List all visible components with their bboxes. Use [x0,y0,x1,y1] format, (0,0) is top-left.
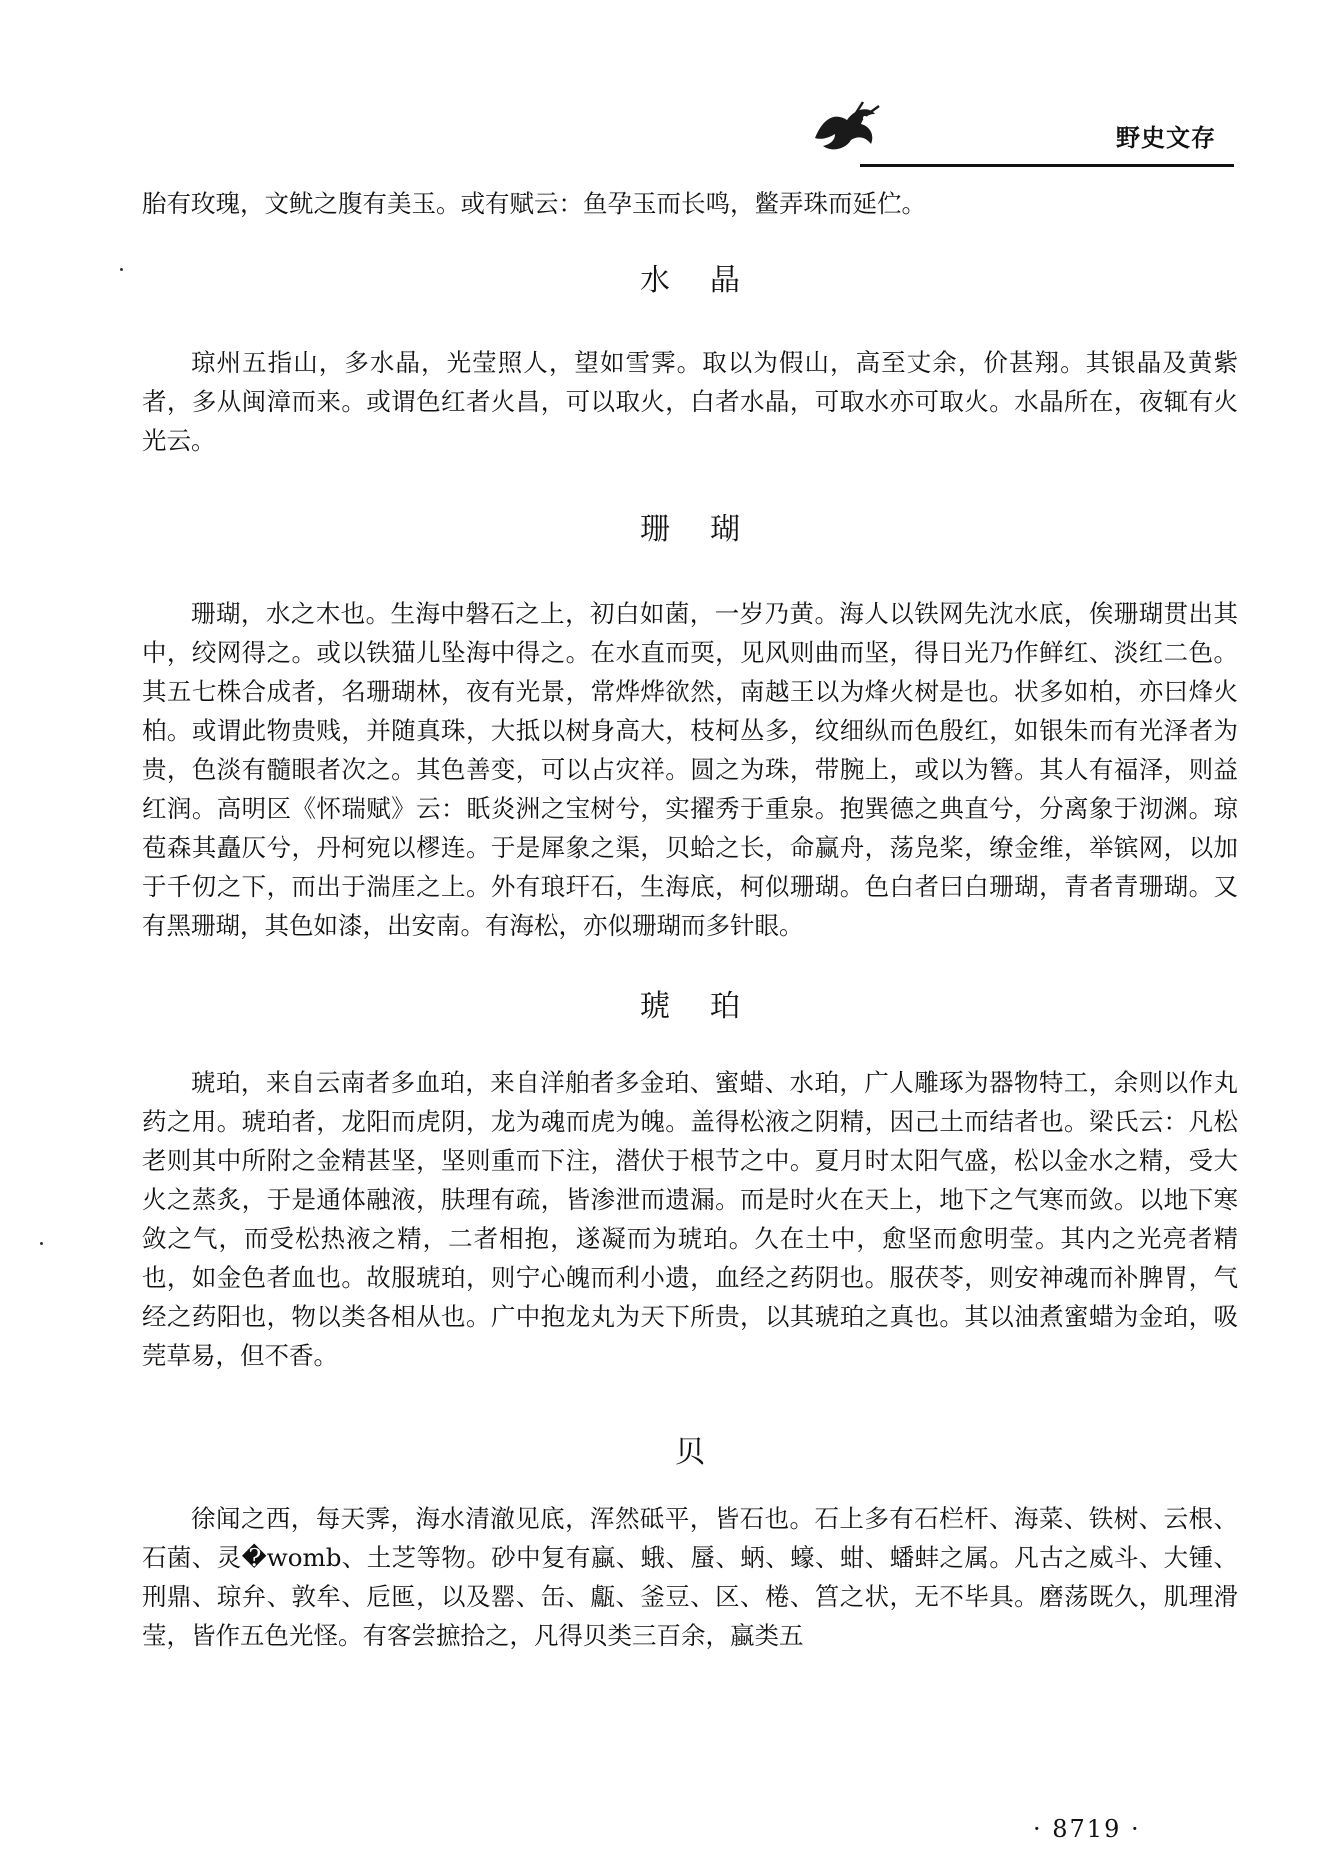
paragraph-amber: 琥珀，来自云南者多血珀，来自洋舶者多金珀、蜜蜡、水珀，广人雕琢为器物特工，余则以作丸药之用。琥珀者，龙阳而虎阴，龙为魂而虎为魄。盖得松液之阴精，因己土而结者也。梁氏云：凡松老则其中所附之金精甚坚，坚则重而下注，潜伏于根节之中。夏月时太阳气盛，松以金水之精，受大火之蒸炙，于是通体融液，肤理有疏，皆渗泄而遗漏。而是时火在天上，地下之气寒而敛。以地下寒敛之气，而受松热液之精，二者相抱，遂凝而为琥珀。久在土中，愈坚而愈明莹。其内之光亮者精也，如金色者血也。故服琥珀，则宁心魄而利小遗，血经之药阴也。服茯苓，则安神魂而补脾胃，气经之药阳也，物以类各相从也。广中抱龙丸为天下所贵，以其琥珀之真也。其以油煮蜜蜡为金珀，吸莞草易，但不香。 [142,1068,1238,1370]
page-body [142,166,1238,1655]
speck [40,1242,43,1245]
section-heading-crystal: 水晶 [640,263,780,298]
section-heading-coral: 珊瑚 [640,512,780,547]
paragraph-crystal: 琼州五指山，多水晶，光莹照人，望如雪霁。取以为假山，高至丈余，价甚翔。其银晶及黄紫者，多从闽漳而来。或谓色红者火昌，可以取火，白者水晶，可取水亦可取火。水晶所在，夜辄有火光云。 [142,348,1238,455]
series-title: 野史文存 [1116,124,1216,152]
paragraph-continued: 胎有玫瑰，文鱿之腹有美玉。或有赋云：鱼孕玉而长鸣，鳖弄珠而延伫。 [142,189,926,218]
speck [120,268,123,271]
page-number: · 8719 · [1033,1815,1141,1843]
paragraph-shell: 徐闻之西，每天霁，海水清澈见底，浑然砥平，皆石也。石上多有石栏杆、海菜、铁树、云根、石菌、灵�womb、土芝等物。砂中复有蠃、蛾、蜃、蛃、蠔、蚶、蟠蚌之属。凡古之威斗、大锺、刑鼎、琼弁、敦牟、卮匜，以及罂、缶、甗、釜豆、区、棬、筥之状，无不毕具。磨荡既久，肌理滑莹，皆作五色光怪。有客尝摭拾之，凡得贝类三百余，蠃类五 [142,1504,1238,1650]
dragon-emblem-icon [805,98,885,158]
section-heading-shell: 贝 [675,1435,745,1470]
section-heading-amber: 琥珀 [640,989,780,1024]
paragraph-coral: 珊瑚，水之木也。生海中磐石之上，初白如菌，一岁乃黄。海人以铁网先沈水底，俟珊瑚贯出其中，绞网得之。或以铁猫儿坠海中得之。在水直而耎，见风则曲而坚，得日光乃作鲜红、淡红二色。其五七株合成者，名珊瑚林，夜有光景，常烨烨欲然，南越王以为烽火树是也。状多如柏，亦曰烽火柏。或谓此物贵贱，并随真珠，大抵以树身高大，枝柯丛多，纹细纵而色殷红，如银朱而有光泽者为贵，色淡有髓眼者次之。其色善变，可以占灾祥。圆之为珠，带腕上，或以为簪。其人有福泽，则益红润。高明区《怀瑞赋》云：眂炎洲之宝树兮，实擢秀于重泉。抱巽德之典直兮，分离象于沏渊。琼苞森其矗仄兮，丹柯宛以樛连。于是犀象之渠，贝蛤之长，命赢舟，荡凫桨，缭金维，举镔网，以加于千仞之下，而出于湍厓之上。外有琅玕石，生海底，柯似珊瑚。色白者曰白珊瑚，青者青珊瑚。又有黑珊瑚，其色如漆，出安南。有海松，亦似珊瑚而多针眼。 [142,599,1238,940]
